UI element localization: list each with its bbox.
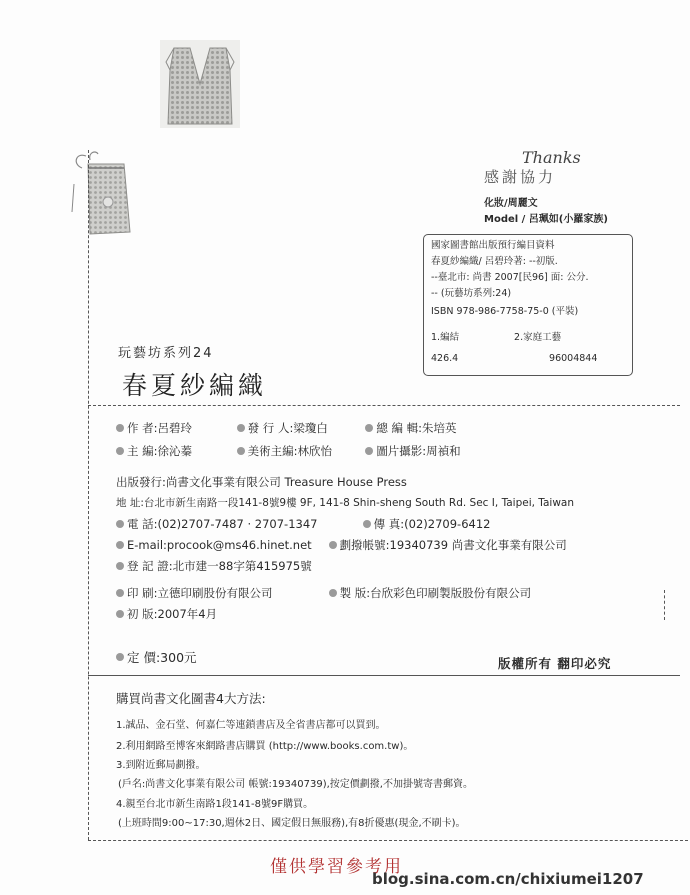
fax-line: 傳 真:(02)2709-6412 xyxy=(373,517,491,531)
bullet-dot xyxy=(237,447,245,455)
buy-method-3-note: (戶名:尚書文化事業有限公司 帳號:19340739),按定價劃撥,不加掛號寄書郵資。 xyxy=(118,779,473,790)
cip-line3: -- (玩藝坊系列:24) xyxy=(431,288,512,299)
bullet-dot xyxy=(365,424,373,432)
edition-row xyxy=(116,606,217,622)
bullet-dot xyxy=(116,424,124,432)
credit-art-editor: 美術主編:林欣怡 xyxy=(247,444,333,458)
series-label: 玩藝坊系列24 xyxy=(118,346,214,361)
printer-row xyxy=(116,585,531,601)
buy-methods-title: 購買尚書文化圖書4大方法: xyxy=(116,691,266,706)
price-row xyxy=(116,648,197,666)
cip-isbn: ISBN 978-986-7758-75-0 (平裝) xyxy=(431,306,579,317)
frame-left-line xyxy=(88,150,89,840)
buy-method-1: 1.誠品、金石堂、何嘉仁等連鎖書店及全省書店都可以買到。 xyxy=(116,720,386,731)
thanks-title-en: Thanks xyxy=(522,148,581,167)
email-line: E-mail:procook@ms46.hinet.net xyxy=(127,538,312,552)
postal-account-line: 劃撥帳號:19340739 尚書文化事業有限公司 xyxy=(339,538,567,552)
buy-method-4: 4.親至台北市新生南路1段141-8號9F購買。 xyxy=(116,799,314,810)
cip-numbers xyxy=(431,351,625,367)
frame-top-line xyxy=(88,405,680,406)
thanks-title-zh: 感謝協力 xyxy=(484,168,557,186)
credit-publisher: 發 行 人:梁瓊白 xyxy=(247,421,328,435)
phone-fax-row xyxy=(116,516,490,532)
bullet-dot xyxy=(363,520,371,528)
thanks-makeup: 化妝/周麗文 xyxy=(484,198,538,209)
cip-subject1: 1.編結 xyxy=(431,332,460,343)
buy-section-divider xyxy=(88,675,680,676)
watermark-chinese: 僅供學習參考用 xyxy=(270,857,403,877)
edition-line: 初 版:2007年4月 xyxy=(127,607,218,621)
book-title: 春夏紗編織 xyxy=(122,371,268,400)
credits-row-2 xyxy=(116,443,461,459)
frame-bottom-line xyxy=(88,840,688,841)
cip-subjects xyxy=(431,330,625,346)
printer-line: 印 刷:立德印刷股份有限公司 xyxy=(127,586,273,600)
frame-right-line xyxy=(664,590,665,620)
prepress-line: 製 版:台欣彩色印刷製版股份有限公司 xyxy=(339,586,532,600)
credit-author: 作 者:呂碧玲 xyxy=(127,421,193,435)
registration-line: 登 記 證:北市建一88字第415975號 xyxy=(127,559,312,573)
cip-class-number: 426.4 xyxy=(431,353,459,364)
address-line: 地 址:台北市新生南路一段141-8號9樓 9F, 141-8 Shin-sheng South Rd. Sec I, Taipei, Taiwan xyxy=(116,497,575,509)
cip-box xyxy=(423,234,633,376)
bullet-dot xyxy=(116,562,124,570)
credits-row-1 xyxy=(116,420,457,436)
bag-photo xyxy=(68,150,148,240)
buy-method-3: 3.到附近郵局劃撥。 xyxy=(116,760,206,771)
bullet-dot xyxy=(116,520,124,528)
credit-photographer: 圖片攝影:周禎和 xyxy=(376,444,461,458)
bullet-dot xyxy=(116,589,124,597)
bullet-dot xyxy=(116,541,124,549)
vest-photo xyxy=(160,40,240,128)
buy-method-4-note: (上班時間9:00~17:30,週休2日、國定假日無服務),有8折優惠(現金,不刷卡)。 xyxy=(118,818,466,829)
credit-chief-editor: 總 編 輯:朱培英 xyxy=(376,421,457,435)
watermark-url: blog.sina.com.cn/chixiumei1207 xyxy=(372,870,644,888)
buy-method-2: 2.利用網路至博客來網路書店購買 (http://www.books.com.tw)。 xyxy=(116,741,414,752)
cip-record-number: 96004844 xyxy=(549,353,598,364)
rights-notice: 版權所有 翻印必究 xyxy=(498,656,612,671)
cip-subject2: 2.家庭工藝 xyxy=(514,332,562,343)
publisher-line: 出版發行:尚書文化事業有限公司 Treasure House Press xyxy=(116,475,407,489)
cip-line2: --臺北市: 尚書 2007[民96] 面: 公分. xyxy=(431,272,589,283)
bullet-dot xyxy=(116,653,124,661)
bullet-dot xyxy=(329,589,337,597)
phone-line: 電 話:(02)2707-7487 · 2707-1347 xyxy=(127,517,318,531)
bullet-dot xyxy=(116,447,124,455)
cip-line1: 春夏紗編織/ 呂碧玲著: --初版. xyxy=(431,256,558,267)
thanks-model: Model / 呂珮如(小羅家族) xyxy=(484,214,608,225)
registration-row xyxy=(116,558,312,574)
email-postal-row xyxy=(116,537,567,553)
bullet-dot xyxy=(116,610,124,618)
price-line: 定 價:300元 xyxy=(127,650,197,665)
cip-heading: 國家圖書館出版預行編目資料 xyxy=(431,240,555,251)
bullet-dot xyxy=(237,424,245,432)
bullet-dot xyxy=(365,447,373,455)
bullet-dot xyxy=(329,541,337,549)
credit-editor: 主 編:徐沁蓁 xyxy=(127,444,193,458)
